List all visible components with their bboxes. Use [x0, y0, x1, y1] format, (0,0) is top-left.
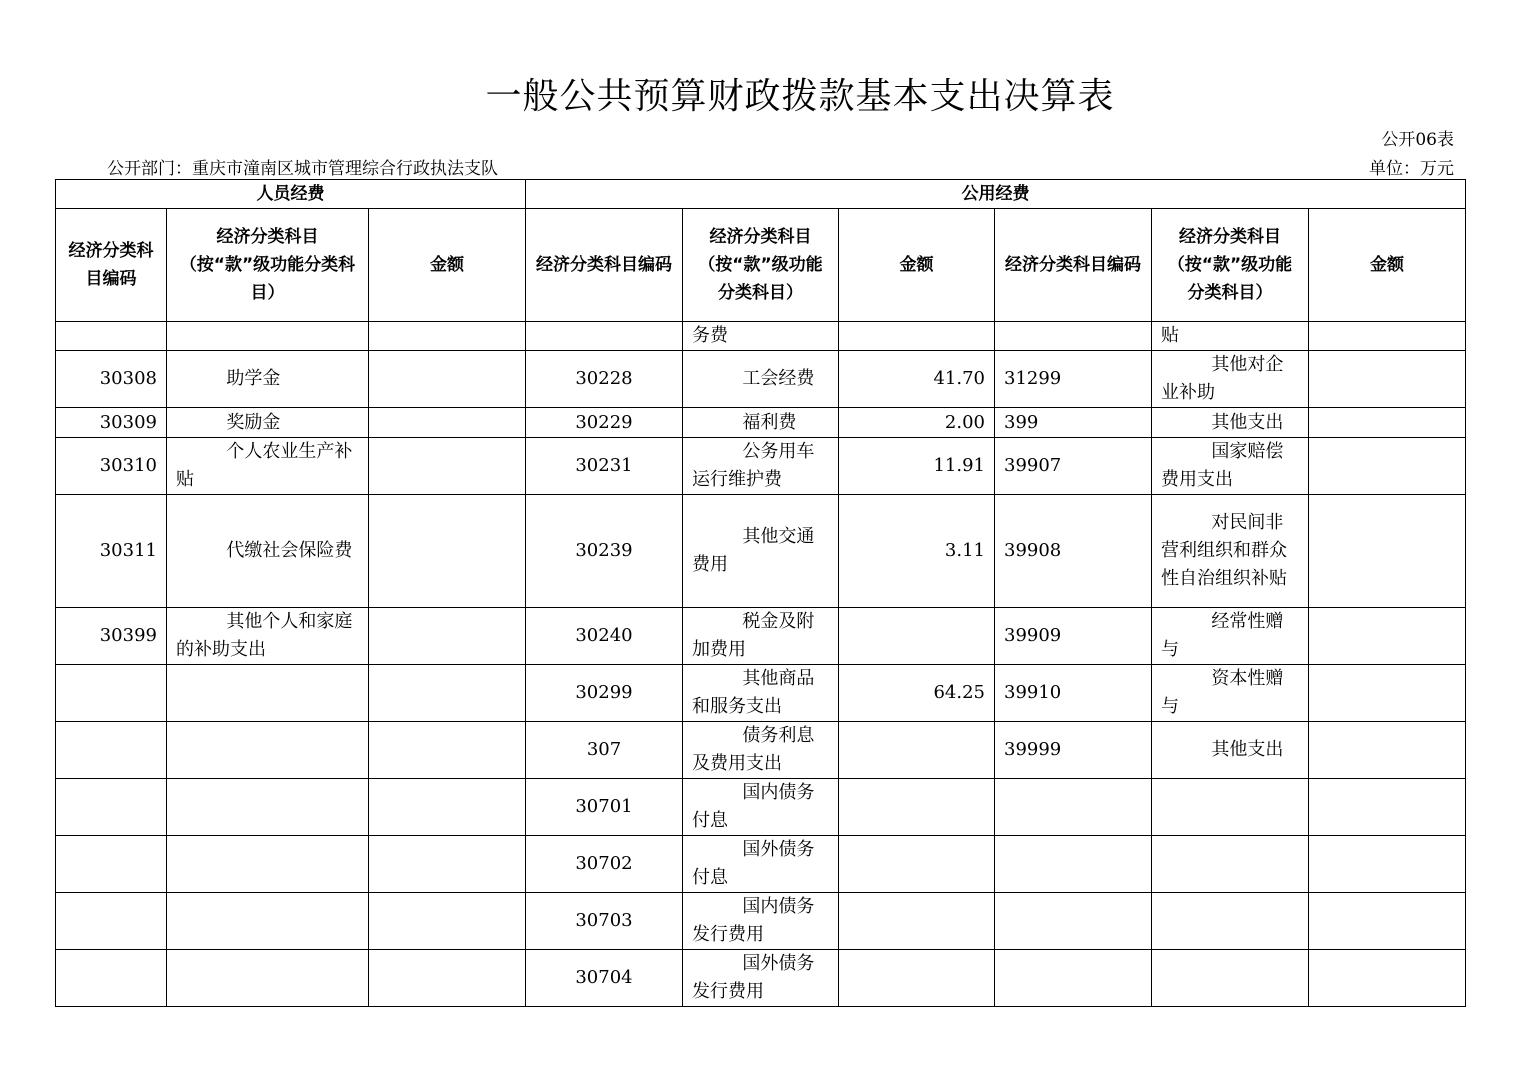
cell-code-public-2 — [995, 893, 1152, 950]
table-row — [56, 722, 1466, 779]
cell-code-public-2 — [995, 950, 1152, 1007]
cell-amount-personnel — [369, 322, 526, 351]
cell-code-public-1 — [526, 322, 683, 351]
table-row — [56, 836, 1466, 893]
table-row — [56, 950, 1466, 1007]
table-row — [56, 322, 1466, 351]
header-name-personnel: 经济分类科目（按“款”级功能分类科目） — [167, 209, 369, 322]
cell-code-personnel — [56, 722, 167, 779]
cell-code-personnel — [56, 836, 167, 893]
cell-amount-public-1 — [839, 893, 995, 950]
cell-code-public-2 — [995, 779, 1152, 836]
cell-amount-public-1: 41.70 — [839, 351, 995, 408]
cell-amount-personnel — [369, 608, 526, 665]
cell-code-public-2: 39908 — [995, 495, 1152, 608]
group-header-row — [56, 180, 1466, 209]
cell-name-personnel: 其他个人和家庭的补助支出 — [167, 608, 369, 665]
cell-name-public-1: 福利费 — [683, 408, 839, 438]
cell-code-public-1: 30229 — [526, 408, 683, 438]
table-row — [56, 438, 1466, 495]
cell-name-personnel — [167, 722, 369, 779]
table-row — [56, 608, 1466, 665]
cell-amount-personnel — [369, 438, 526, 495]
cell-name-public-2: 其他支出 — [1152, 408, 1309, 438]
cell-name-public-2 — [1152, 893, 1309, 950]
cell-name-public-1: 其他交通费用 — [683, 495, 839, 608]
cell-amount-public-1 — [839, 608, 995, 665]
header-name-public-2: 经济分类科目（按“款”级功能分类科目） — [1152, 209, 1309, 322]
cell-name-personnel — [167, 893, 369, 950]
header-amount-2: 金额 — [839, 209, 995, 322]
cell-code-personnel — [56, 893, 167, 950]
table-row — [56, 779, 1466, 836]
cell-name-personnel: 助学金 — [167, 351, 369, 408]
cell-amount-public-2 — [1309, 322, 1466, 351]
cell-amount-public-1 — [839, 322, 995, 351]
cell-amount-personnel — [369, 779, 526, 836]
cell-name-personnel — [167, 779, 369, 836]
cell-code-public-1: 30228 — [526, 351, 683, 408]
cell-name-public-2: 贴 — [1152, 322, 1309, 351]
cell-name-public-2: 国家赔偿费用支出 — [1152, 438, 1309, 495]
cell-amount-public-1 — [839, 779, 995, 836]
cell-amount-public-2 — [1309, 836, 1466, 893]
cell-name-public-1: 工会经费 — [683, 351, 839, 408]
cell-name-public-2: 资本性赠与 — [1152, 665, 1309, 722]
header-code-personnel: 经济分类科目编码 — [56, 209, 167, 322]
cell-amount-public-1: 3.11 — [839, 495, 995, 608]
cell-name-personnel — [167, 950, 369, 1007]
table-row — [56, 495, 1466, 608]
cell-name-public-1: 国内债务发行费用 — [683, 893, 839, 950]
cell-amount-public-2 — [1309, 351, 1466, 408]
cell-name-public-2: 其他对企业补助 — [1152, 351, 1309, 408]
cell-name-public-1: 其他商品和服务支出 — [683, 665, 839, 722]
cell-amount-public-1: 11.91 — [839, 438, 995, 495]
cell-name-public-2: 对民间非营利组织和群众性自治组织补贴 — [1152, 495, 1309, 608]
cell-code-public-1: 30704 — [526, 950, 683, 1007]
department-label: 公开部门：重庆市潼南区城市管理综合行政执法支队 — [107, 159, 498, 179]
cell-code-public-2: 39910 — [995, 665, 1152, 722]
cell-code-personnel: 30309 — [56, 408, 167, 438]
cell-name-public-2: 其他支出 — [1152, 722, 1309, 779]
cell-code-personnel: 30311 — [56, 495, 167, 608]
cell-amount-public-2 — [1309, 438, 1466, 495]
cell-code-public-1: 307 — [526, 722, 683, 779]
cell-code-public-1: 30240 — [526, 608, 683, 665]
cell-code-public-1: 30299 — [526, 665, 683, 722]
cell-code-public-2: 31299 — [995, 351, 1152, 408]
cell-amount-public-2 — [1309, 665, 1466, 722]
cell-amount-personnel — [369, 495, 526, 608]
table-row — [56, 408, 1466, 438]
cell-code-public-2: 399 — [995, 408, 1152, 438]
cell-name-public-1: 国外债务付息 — [683, 836, 839, 893]
cell-code-public-2: 39999 — [995, 722, 1152, 779]
cell-amount-public-2 — [1309, 608, 1466, 665]
cell-code-public-2 — [995, 836, 1152, 893]
report-title: 一般公共预算财政拨款基本支出决算表 — [485, 76, 1115, 117]
unit-label: 单位：万元 — [1369, 159, 1454, 179]
cell-amount-public-2 — [1309, 495, 1466, 608]
cell-code-public-1: 30231 — [526, 438, 683, 495]
cell-name-personnel: 个人农业生产补贴 — [167, 438, 369, 495]
cell-code-personnel: 30310 — [56, 438, 167, 495]
cell-amount-personnel — [369, 836, 526, 893]
cell-name-public-1: 公务用车运行维护费 — [683, 438, 839, 495]
cell-code-public-1: 30702 — [526, 836, 683, 893]
cell-amount-public-2 — [1309, 722, 1466, 779]
header-code-public-2: 经济分类科目编码 — [995, 209, 1152, 322]
cell-code-public-1: 30703 — [526, 893, 683, 950]
cell-code-public-1: 30701 — [526, 779, 683, 836]
header-amount-1: 金额 — [369, 209, 526, 322]
cell-amount-public-2 — [1309, 779, 1466, 836]
cell-name-public-1: 务费 — [683, 322, 839, 351]
cell-name-public-2 — [1152, 950, 1309, 1007]
cell-amount-public-1 — [839, 722, 995, 779]
table-row — [56, 351, 1466, 408]
cell-code-public-2: 39907 — [995, 438, 1152, 495]
cell-name-personnel: 代缴社会保险费 — [167, 495, 369, 608]
form-number: 公开06表 — [1381, 130, 1454, 150]
cell-name-personnel: 奖励金 — [167, 408, 369, 438]
cell-name-public-1: 国内债务付息 — [683, 779, 839, 836]
cell-amount-personnel — [369, 893, 526, 950]
cell-amount-public-1 — [839, 836, 995, 893]
cell-amount-public-2 — [1309, 950, 1466, 1007]
cell-amount-public-2 — [1309, 408, 1466, 438]
budget-table — [55, 179, 1466, 1007]
cell-code-personnel: 30399 — [56, 608, 167, 665]
cell-code-personnel — [56, 322, 167, 351]
group-public: 公用经费 — [526, 180, 1466, 209]
table-row — [56, 665, 1466, 722]
cell-code-personnel — [56, 665, 167, 722]
cell-amount-public-2 — [1309, 893, 1466, 950]
cell-code-personnel — [56, 950, 167, 1007]
table-row — [56, 893, 1466, 950]
cell-name-personnel — [167, 322, 369, 351]
cell-amount-public-1: 64.25 — [839, 665, 995, 722]
cell-name-public-1: 债务利息及费用支出 — [683, 722, 839, 779]
cell-name-public-2 — [1152, 836, 1309, 893]
group-personnel: 人员经费 — [56, 180, 526, 209]
cell-name-public-1: 国外债务发行费用 — [683, 950, 839, 1007]
cell-code-public-2 — [995, 322, 1152, 351]
cell-amount-public-1: 2.00 — [839, 408, 995, 438]
header-amount-3: 金额 — [1309, 209, 1466, 322]
column-header-row — [56, 209, 1466, 322]
cell-name-public-2: 经常性赠与 — [1152, 608, 1309, 665]
header-code-public-1: 经济分类科目编码 — [526, 209, 683, 322]
cell-name-public-1: 税金及附加费用 — [683, 608, 839, 665]
cell-amount-personnel — [369, 408, 526, 438]
cell-name-personnel — [167, 665, 369, 722]
cell-code-public-1: 30239 — [526, 495, 683, 608]
cell-amount-personnel — [369, 665, 526, 722]
cell-name-public-2 — [1152, 779, 1309, 836]
cell-amount-personnel — [369, 950, 526, 1007]
cell-code-personnel — [56, 779, 167, 836]
cell-amount-personnel — [369, 722, 526, 779]
cell-amount-personnel — [369, 351, 526, 408]
header-name-public-1: 经济分类科目（按“款”级功能分类科目） — [683, 209, 839, 322]
cell-code-public-2: 39909 — [995, 608, 1152, 665]
cell-code-personnel: 30308 — [56, 351, 167, 408]
cell-name-personnel — [167, 836, 369, 893]
cell-amount-public-1 — [839, 950, 995, 1007]
